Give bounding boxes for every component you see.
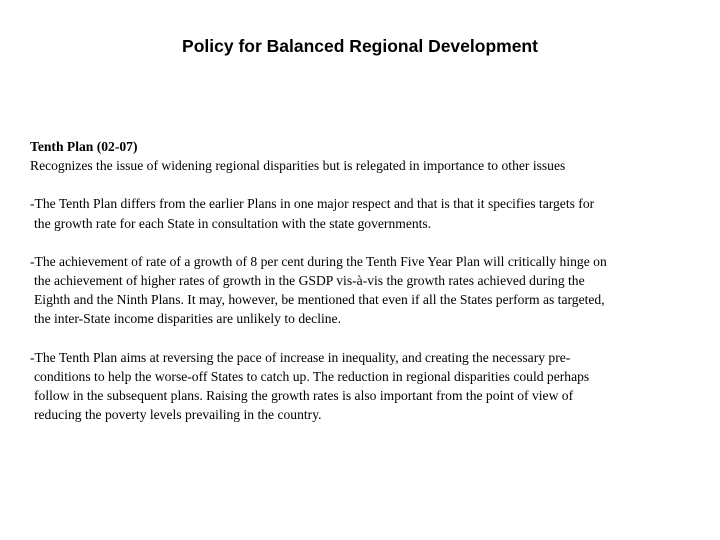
paragraph-line: the inter-State income disparities are unlikely to decline. [34,311,341,327]
section-heading: Tenth Plan (02-07) [30,139,138,154]
slide-body [30,137,714,424]
paragraph-growth [30,252,714,329]
paragraph-line: the achievement of higher rates of growth in the GSDP vis-à-vis the growth rates achieved during the [34,273,585,289]
paragraph-line: follow in the subsequent plans. Raising the growth rates is also important from the point of view of [34,388,574,404]
paragraph-line: -The achievement of rate of a growth of 8 per cent during the Tenth Five Year Plan will critically hinge on [30,253,607,269]
section-intro: Recognizes the issue of widening regional disparities but is relegated in importance to other issues [30,158,566,174]
paragraph-line: the growth rate for each State in consultation with the state governments. [34,215,432,231]
paragraph-line: -The Tenth Plan differs from the earlier Plans in one major respect and that is that it specifies targets for [30,196,595,212]
paragraph-line: conditions to help the worse-off States to catch up. The reduction in regional disparities could perhaps [34,368,590,384]
paragraph-line: reducing the poverty levels prevailing in the country. [34,407,322,423]
slide-title: Policy for Balanced Regional Development [182,36,538,56]
paragraph-inequality [30,348,714,425]
paragraph-line: -The Tenth Plan aims at reversing the pace of increase in inequality, and creating the necessary pre- [30,349,571,365]
paragraph-targets [30,194,714,232]
paragraph-line: Eighth and the Ninth Plans. It may, however, be mentioned that even if all the States perform as targeted, [34,292,605,308]
